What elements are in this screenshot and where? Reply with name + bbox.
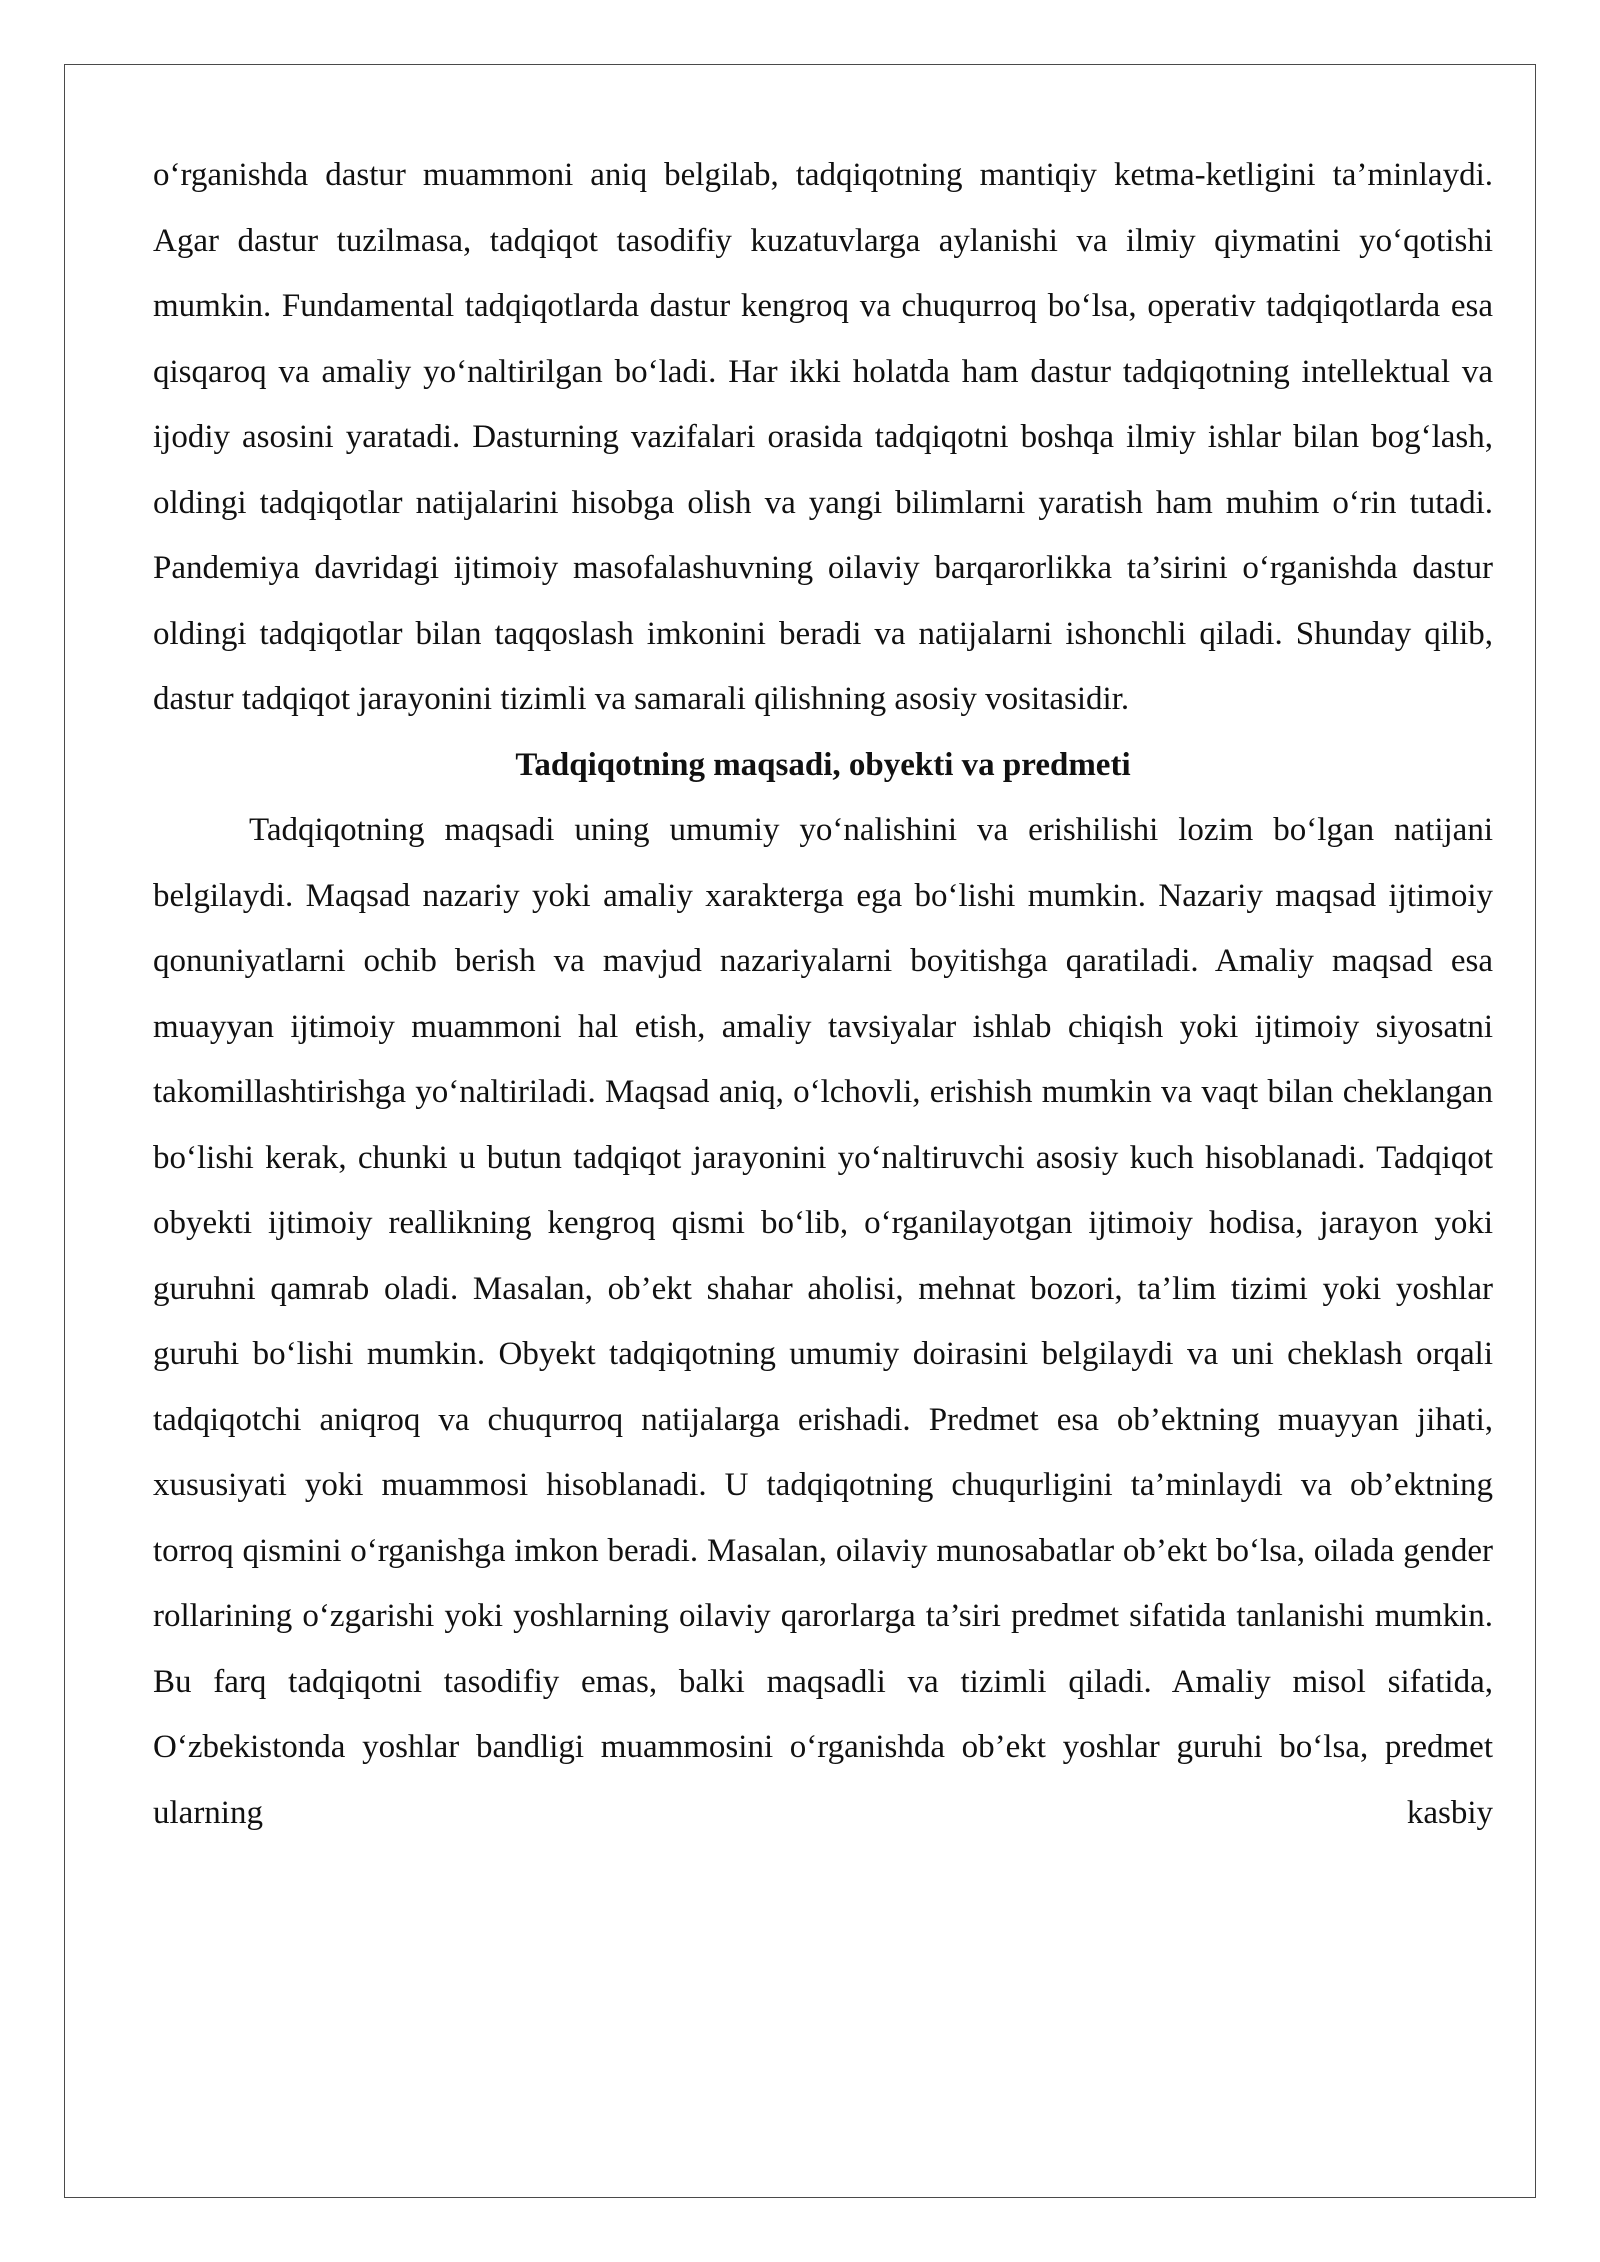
document-body bbox=[153, 143, 1493, 1846]
paragraph-dastur-vazifalari: o‘rganishda dastur muammoni aniq belgilab, tadqiqotning mantiqiy ketma-ketligini ta’minlaydi. Agar dastur tuzilmasa, tadqiqot tasodifiy kuzatuvlarga aylanishi va ilmiy qiymatini yo‘qotishi mumkin. Fundamental tadqiqotlarda dastur kengroq va chuqurroq bo‘lsa, operativ tadqiqotlarda esa qisqaroq va amaliy yo‘naltirilgan bo‘ladi. Har ikki holatda ham dastur tadqiqotning intellektual va ijodiy asosini yaratadi. Dasturning vazifalari orasida tadqiqotni boshqa ilmiy ishlar bilan bog‘lash, oldingi tadqiqotlar natijalarini hisobga olish va yangi bilimlarni yaratish ham muhim o‘rin tutadi. Pandemiya davridagi ijtimoiy masofalashuvning oilaviy barqarorlikka ta’sirini o‘rganishda dastur oldingi tadqiqotlar bilan taqqoslash imkonini beradi va natijalarni ishonchli qiladi. Shunday qilib, dastur tadqiqot jarayonini tizimli va samarali qilishning asosiy vositasidir. bbox=[153, 157, 1493, 717]
section-heading: Tadqiqotning maqsadi, obyekti va predmeti bbox=[515, 746, 1131, 783]
paragraph-maqsad-obyekt-predmet: Tadqiqotning maqsadi uning umumiy yo‘nalishini va erishilishi lozim bo‘lgan natijani belgilaydi. Maqsad nazariy yoki amaliy xarakterga ega bo‘lishi mumkin. Nazariy maqsad ijtimoiy qonuniyatlarni ochib berish va mavjud nazariyalarni boyitishga qaratiladi. Amaliy maqsad esa muayyan ijtimoiy muammoni hal etish, amaliy tavsiyalar ishlab chiqish yoki ijtimoiy siyosatni takomillashtirishga yo‘naltiriladi. Maqsad aniq, o‘lchovli, erishish mumkin va vaqt bilan cheklangan bo‘lishi kerak, chunki u butun tadqiqot jarayonini yo‘naltiruvchi asosiy kuch hisoblanadi. Tadqiqot obyekti ijtimoiy reallikning kengroq qismi bo‘lib, o‘rganilayotgan ijtimoiy hodisa, jarayon yoki guruhni qamrab oladi. Masalan, ob’ekt shahar aholisi, mehnat bozori, ta’lim tizimi yoki yoshlar guruhi bo‘lishi mumkin. Obyekt tadqiqotning umumiy doirasini belgilaydi va uni cheklash orqali tadqiqotchi aniqroq va chuqurroq natijalarga erishadi. Predmet esa ob’ektning muayyan jihati, xususiyati yoki muammosi hisoblanadi. U tadqiqotning chuqurligini ta’minlaydi va ob’ektning torroq qismini o‘rganishga imkon beradi. Masalan, oilaviy munosabatlar ob’ekt bo‘lsa, oilada gender rollarining o‘zgarishi yoki yoshlarning oilaviy qarorlarga ta’siri predmet sifatida tanlanishi mumkin. Bu farq tadqiqotni tasodifiy emas, balki maqsadli va tizimli qiladi. Amaliy misol sifatida, O‘zbekistonda yoshlar bandligi muammosini o‘rganishda ob’ekt yoshlar guruhi bo‘lsa, predmet ularning kasbiy bbox=[153, 812, 1493, 1831]
